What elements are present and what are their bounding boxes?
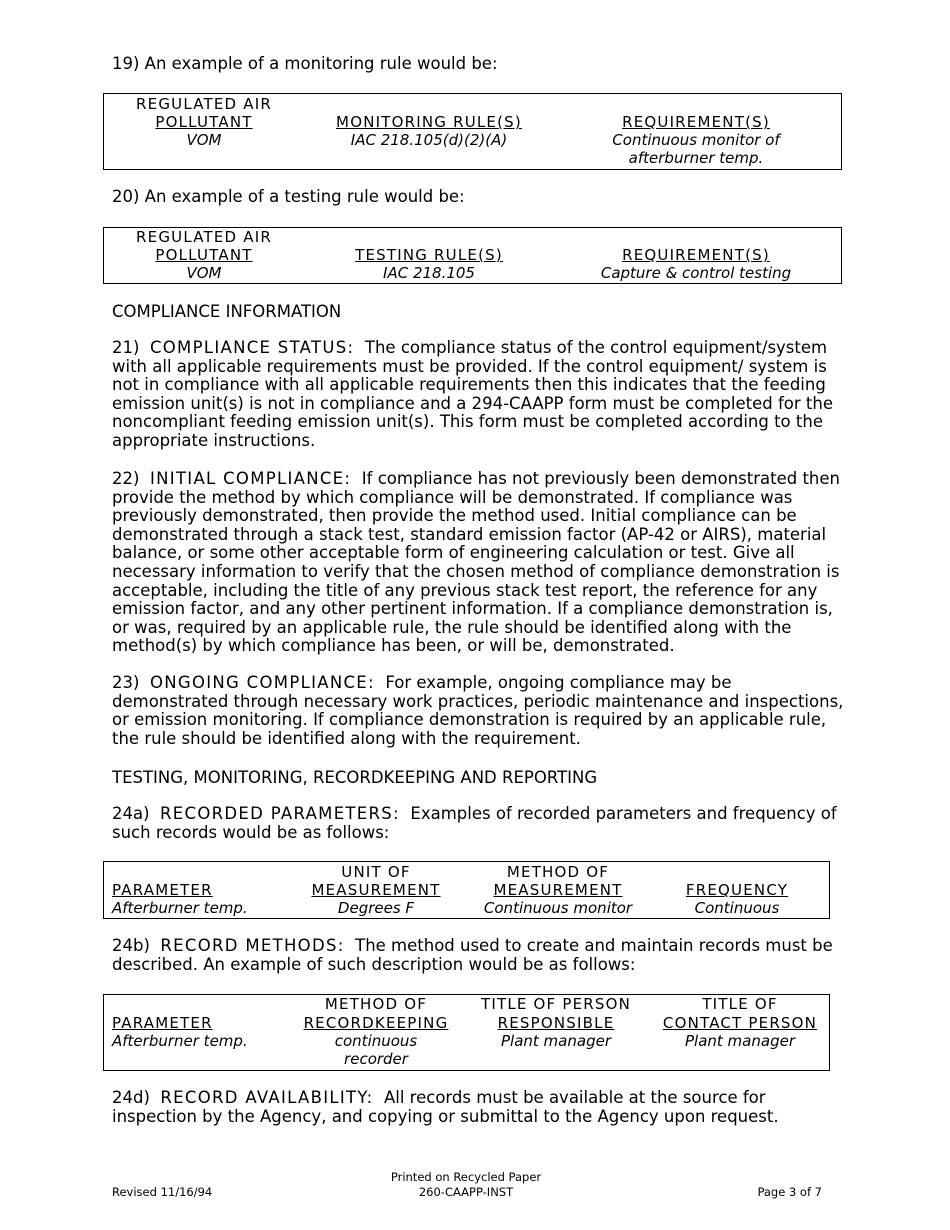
q20-col1-line2: POLLUTANT [155,246,253,264]
q24b-col3-line1: TITLE OF PERSON [480,995,632,1013]
q24d-paragraph [112,1089,847,1126]
q24b-contact-value: Plant manager [685,1032,795,1050]
q19-requirement-line2: afterburner temp. [628,149,764,167]
q24b-method-line1: continuous [334,1032,418,1050]
testing-rule-table [103,227,842,284]
q19-col1-line2: POLLUTANT [155,113,253,131]
q24b-col2-line2: RECORDKEEPING [303,1014,449,1032]
q23-label: ONGOING COMPLIANCE: [149,673,375,692]
q24b-text: The method used to create and maintain records must be described. An example of such description would be as follows: [112,936,833,974]
q24a-method-value: Continuous monitor [483,899,633,917]
q23-paragraph [112,674,847,748]
q24a-col2-line1: UNIT OF [341,863,411,881]
q21-label: COMPLIANCE STATUS: [149,338,355,357]
q24a-label: RECORDED PARAMETERS: [160,804,400,823]
q19-pollutant-value: VOM [186,131,222,149]
footer-page-number: Page 3 of 7 [757,1185,822,1199]
q24b-paragraph [112,937,847,974]
q24a-col4-header: FREQUENCY [685,881,789,899]
q19-requirement-line1: Continuous monitor of [612,131,780,149]
q21-paragraph [112,339,847,451]
recorded-parameters-table [103,861,830,919]
q20-intro: 20) An example of a testing rule would be: [112,187,465,206]
q24b-person-value: Plant manager [501,1032,611,1050]
q22-number: 22) [112,469,140,488]
q24b-col4-line2: CONTACT PERSON [662,1014,818,1032]
footer-form-id: 260-CAAPP-INST [418,1185,514,1199]
record-methods-table [103,994,830,1071]
q24a-parameter-value: Afterburner temp. [112,899,248,917]
q20-col2-header: TESTING RULE(S) [355,246,503,264]
q24a-col3-line1: METHOD OF [506,863,610,881]
q24d-number: 24d) [112,1088,150,1107]
q24b-col3-line2: RESPONSIBLE [497,1014,615,1032]
monitoring-rule-table [103,93,842,170]
q19-col2-header: MONITORING RULE(S) [336,113,522,131]
q24a-frequency-value: Continuous [694,899,780,917]
q23-number: 23) [112,673,140,692]
q24b-number: 24b) [112,936,150,955]
q22-paragraph [112,470,847,656]
footer-revised: Revised 11/16/94 [112,1185,213,1199]
q24d-text: All records must be available at the source for inspection by the Agency, and copying or submittal to the Agency upon request. [112,1088,779,1126]
q24a-number: 24a) [112,804,150,823]
q24d-label: RECORD AVAILABILITY: [160,1088,374,1107]
q24a-col1-header: PARAMETER [112,881,213,899]
q24a-unit-value: Degrees F [337,899,415,917]
q22-label: INITIAL COMPLIANCE: [149,469,352,488]
q20-rule-value: IAC 218.105 [383,264,475,282]
q21-text: The compliance status of the control equipment/system with all applicable requirements must be provided. If the control equipment/ system is not in compliance with all applicable requirements then this indicates that the feeding emission unit(s) is not in compliance and a 294-CAAPP form must be completed for the noncompliant feeding emission unit(s). This form must be completed according to the appropriate instructions. [112,338,833,450]
q24b-label: RECORD METHODS: [160,936,345,955]
q20-requirement-value: Capture & control testing [600,264,792,282]
q24b-method-line2: recorder [344,1050,408,1068]
q24a-col3-line2: MEASUREMENT [493,881,623,899]
footer-recycled: Printed on Recycled Paper [390,1170,542,1184]
q19-col1-line1: REGULATED AIR [136,95,272,113]
q24a-col2-line2: MEASUREMENT [311,881,441,899]
q23-text: For example, ongoing compliance may be demonstrated through necessary work practices, periodic maintenance and inspections, or emission monitoring. If compliance demonstration is required by an applicable rule, the rule should be identified along with the requirement. [112,673,844,748]
q21-number: 21) [112,338,140,357]
compliance-heading: COMPLIANCE INFORMATION [112,302,342,321]
testing-heading: TESTING, MONITORING, RECORDKEEPING AND REPORTING [112,768,598,787]
q20-col1-line1: REGULATED AIR [136,228,272,246]
q24a-paragraph [112,805,847,842]
q20-col3-header: REQUIREMENT(S) [622,246,770,264]
q19-col3-header: REQUIREMENT(S) [622,113,770,131]
q20-pollutant-value: VOM [186,264,222,282]
q22-text: If compliance has not previously been demonstrated then provide the method by which compliance will be demonstrated. If compliance was previously demonstrated, then provide the method used. Initial compliance can be demonstrated through a stack test, standard emission factor (AP-42 or AIRS), material balance, or some other acceptable form of engineering calculation or test. Give all necessary information to verify that the chosen method of compliance demonstration is acceptable, including the title of any previous stack test report, the reference for any emission factor, and any other pertinent information. If a compliance demonstration is, or was, required by an applicable rule, the rule should be identified along with the method(s) by which compliance has been, or will be, demonstrated. [112,469,840,656]
q24b-parameter-value: Afterburner temp. [112,1032,248,1050]
q24b-col1-header: PARAMETER [112,1014,213,1032]
q19-rule-value: IAC 218.105(d)(2)(A) [350,131,508,149]
q24b-col4-line1: TITLE OF [702,995,778,1013]
q24a-text: Examples of recorded parameters and frequency of such records would be as follows: [112,804,837,842]
q19-intro: 19) An example of a monitoring rule would be: [112,54,498,73]
q24b-col2-line1: METHOD OF [324,995,428,1013]
